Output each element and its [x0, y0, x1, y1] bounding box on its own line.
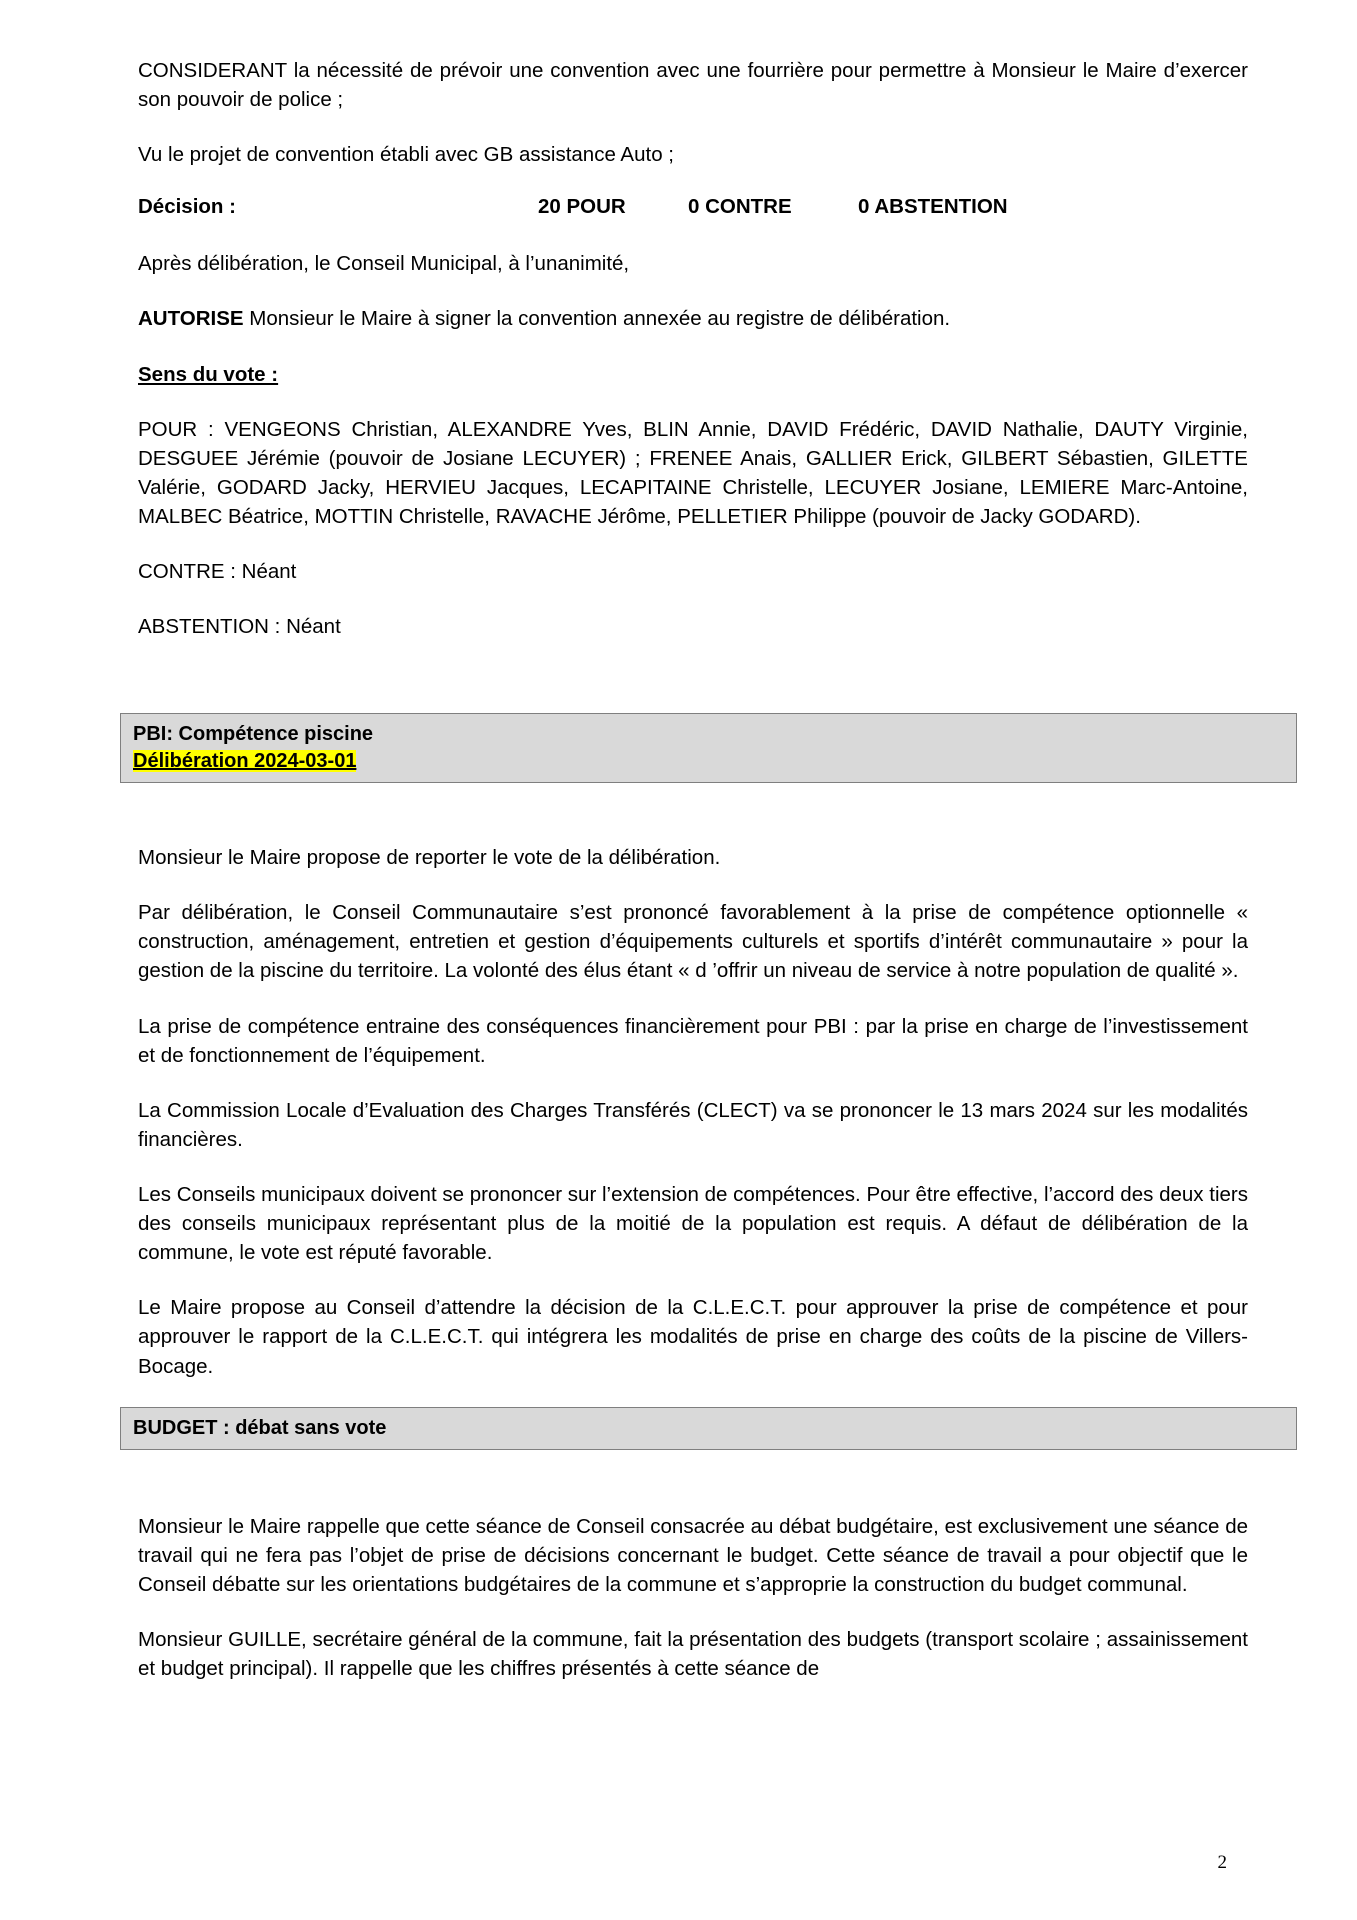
piscine-paragraph-4: La Commission Locale d’Evaluation des Charges Transférés (CLECT) va se prononcer le 13 mars 2024 sur les modalités financières.	[138, 1098, 1248, 1151]
autorise-text: Monsieur le Maire à signer la convention annexée au registre de délibération.	[243, 307, 951, 331]
document-body	[133, 56, 1248, 1684]
section-heading-budget	[120, 1407, 1297, 1450]
paragraph-autorise	[138, 304, 1248, 333]
piscine-paragraph-2: Par délibération, le Conseil Communautaire s’est prononcé favorablement à la prise de compétence optionnelle « construction, aménagement, entretien et gestion d’équipements culturels et sportifs d’intérêt communautaire » pour la gestion de la piscine du territoire. La volonté des élus étant « d ’offrir un niveau de service à notre population de qualité ».	[138, 901, 1248, 983]
decision-label: Décision :	[138, 195, 236, 219]
paragraph-apres-deliberation: Après délibération, le Conseil Municipal, à l’unanimité,	[138, 252, 630, 276]
decision-abstention-count: 0 ABSTENTION	[858, 195, 1008, 219]
vote-pour-list: POUR : VENGEONS Christian, ALEXANDRE Yves, BLIN Annie, DAVID Frédéric, DAVID Nathalie, DAUTY Virginie, DESGUEE Jérémie (pouvoir de Josiane LECUYER) ; FRENEE Anais, GALLIER Erick, GILBERT Sébastien, GILETTE Valérie, GODARD Jacky, HERVIEU Jacques, LECAPITAINE Christelle, LECUYER Josiane, LEMIERE Marc-Antoine, MALBEC Béatrice, MOTTIN Christelle, RAVACHE Jérôme, PELLETIER Philippe (pouvoir de Jacky GODARD).	[138, 417, 1248, 528]
heading-piscine-deliberation-number: Délibération 2024-03-01	[133, 749, 357, 772]
heading-piscine-title: PBI: Compétence piscine	[133, 723, 374, 746]
piscine-paragraph-6: Le Maire propose au Conseil d’attendre la décision de la C.L.E.C.T. pour approuver la prise de compétence et pour approuver le rapport de la C.L.E.C.T. qui intégrera les modalités de prise en charge des coûts de la piscine de Villers-Bocage.	[138, 1296, 1248, 1378]
page-number: 2	[1217, 1852, 1227, 1873]
decision-row	[138, 195, 1248, 219]
decision-contre-count: 0 CONTRE	[688, 195, 792, 219]
vote-contre-list: CONTRE : Néant	[138, 560, 297, 584]
piscine-paragraph-1: Monsieur le Maire propose de reporter le vote de la délibération.	[138, 846, 721, 870]
vote-abstention-list: ABSTENTION : Néant	[138, 615, 341, 639]
autorise-keyword: AUTORISE	[138, 307, 244, 331]
decision-pour-count: 20 POUR	[538, 195, 626, 219]
sens-du-vote-heading	[138, 360, 1248, 389]
budget-paragraph-1: Monsieur le Maire rappelle que cette séance de Conseil consacrée au débat budgétaire, est exclusivement une séance de travail qui ne fera pas l’objet de prise de décisions concernant le budget. Cette séance de travail a pour objectif que le Conseil débatte sur les orientations budgétaires de la commune et s’approprie la construction du budget communal.	[138, 1515, 1248, 1597]
budget-paragraph-2: Monsieur GUILLE, secrétaire général de la commune, fait la présentation des budgets (transport scolaire ; assainissement et budget principal). Il rappelle que les chiffres présentés à cette séance de	[138, 1628, 1248, 1681]
piscine-paragraph-3: La prise de compétence entraine des conséquences financièrement pour PBI : par la prise en charge de l’investissement et de fonctionnement de l’équipement.	[138, 1014, 1248, 1067]
heading-budget-title: BUDGET : débat sans vote	[133, 1416, 387, 1439]
sens-du-vote-label: Sens du vote :	[138, 362, 279, 386]
piscine-paragraph-5: Les Conseils municipaux doivent se prononcer sur l’extension de compétences. Pour être effective, l’accord des deux tiers des conseils municipaux représentant plus de la moitié de la population est requis. A défaut de délibération de la commune, le vote est réputé favorable.	[138, 1182, 1248, 1265]
paragraph-considerant: CONSIDERANT la nécessité de prévoir une convention avec une fourrière pour permettre à Monsieur le Maire d’exercer son pouvoir de police ;	[138, 59, 1248, 112]
heading-piscine-deliberation-line	[133, 748, 1284, 774]
section-heading-piscine	[120, 713, 1297, 783]
paragraph-vu-projet: Vu le projet de convention établi avec GB assistance Auto ;	[138, 143, 674, 167]
